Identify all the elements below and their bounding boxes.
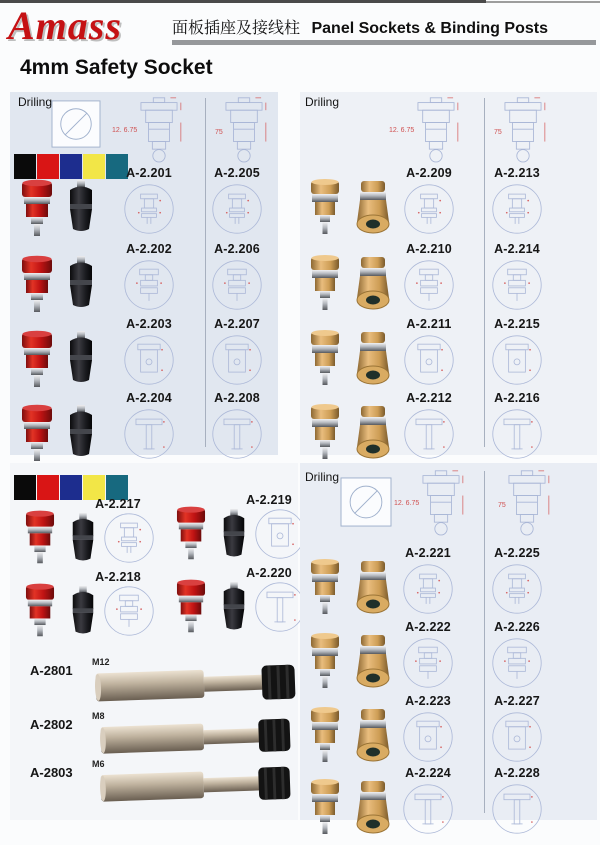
tan-socket-front-photo bbox=[353, 632, 393, 694]
product-row bbox=[300, 620, 597, 696]
part-number-label: A-2.219 bbox=[246, 493, 292, 507]
product-photos bbox=[306, 254, 393, 316]
part-cell bbox=[398, 317, 460, 387]
cross-section-drawing-icon bbox=[402, 407, 456, 461]
drilling-diagram-icon bbox=[340, 477, 392, 527]
product-row bbox=[10, 317, 278, 393]
binding-post-photo bbox=[93, 661, 299, 708]
red-socket-photo bbox=[22, 509, 58, 567]
part-number-label: A-2.226 bbox=[494, 620, 540, 634]
product-row bbox=[300, 546, 597, 622]
cross-section-drawing-icon bbox=[253, 580, 307, 634]
product-cell bbox=[165, 493, 315, 567]
cross-section-drawing-icon bbox=[210, 258, 264, 312]
part-cell bbox=[397, 546, 459, 616]
part-number-label: A-2.215 bbox=[494, 317, 540, 331]
part-number-label: A-2.225 bbox=[494, 546, 540, 560]
part-cell bbox=[118, 166, 180, 236]
product-row bbox=[300, 766, 597, 842]
tan-socket-front-photo bbox=[353, 778, 393, 840]
part-number-label: A-2.201 bbox=[126, 166, 172, 180]
black-socket-photo bbox=[217, 507, 251, 563]
part-number-label: A-2.209 bbox=[406, 166, 452, 180]
part-cell bbox=[486, 766, 548, 836]
black-socket-photo bbox=[217, 580, 251, 636]
part-cell bbox=[397, 766, 459, 836]
part-number-label: A-2.218 bbox=[95, 570, 141, 584]
cross-section-drawing-icon bbox=[490, 710, 544, 764]
product-row bbox=[300, 242, 597, 318]
black-socket-photo bbox=[66, 511, 100, 567]
binding-post-photo bbox=[93, 763, 299, 808]
product-photos bbox=[306, 329, 393, 391]
tan-socket-photo bbox=[306, 706, 346, 768]
red-socket-photo bbox=[22, 582, 58, 640]
binding-post-row bbox=[10, 709, 298, 763]
part-number-label: A-2.207 bbox=[214, 317, 260, 331]
cross-section-drawing-icon bbox=[122, 407, 176, 461]
header-title-chinese: 面板插座及接线柱 bbox=[172, 20, 301, 37]
part-number-label: A-2.205 bbox=[214, 166, 260, 180]
header-rule bbox=[172, 40, 596, 45]
part-cell bbox=[486, 242, 548, 312]
product-row bbox=[300, 391, 597, 467]
binding-post-id: A-2802 bbox=[30, 717, 73, 732]
cross-section-drawing-icon bbox=[401, 710, 455, 764]
black-socket-photo bbox=[63, 178, 99, 238]
driling-label: Driling bbox=[305, 470, 340, 484]
part-cell bbox=[486, 166, 548, 236]
part-cell bbox=[486, 694, 548, 764]
product-photos bbox=[306, 706, 393, 768]
product-photos bbox=[18, 329, 99, 391]
technical-side-drawing bbox=[394, 468, 472, 549]
part-number-label: A-2.220 bbox=[246, 566, 292, 580]
drilling-diagram-icon bbox=[51, 100, 101, 148]
technical-side-drawing bbox=[492, 95, 554, 176]
part-cell bbox=[118, 242, 180, 312]
part-number-label: A-2.222 bbox=[405, 620, 451, 634]
product-photos bbox=[306, 632, 393, 694]
part-number-label: A-2.216 bbox=[494, 391, 540, 405]
tan-socket-front-photo bbox=[353, 706, 393, 768]
part-number-label: A-2.208 bbox=[214, 391, 260, 405]
part-number-label: A-2.214 bbox=[494, 242, 540, 256]
product-photos bbox=[306, 778, 393, 840]
technical-side-drawing bbox=[112, 95, 190, 176]
cross-section-drawing-icon bbox=[122, 182, 176, 236]
part-cell bbox=[206, 317, 268, 387]
tan-socket-photo bbox=[306, 329, 346, 391]
part-number-label: A-2.212 bbox=[406, 391, 452, 405]
cross-section-drawing-icon bbox=[210, 182, 264, 236]
tan-socket-photo bbox=[306, 558, 346, 620]
product-row bbox=[300, 317, 597, 393]
part-number-label: A-2.210 bbox=[406, 242, 452, 256]
cross-section-drawing-icon bbox=[401, 562, 455, 616]
tan-socket-front-photo bbox=[353, 254, 393, 316]
cross-section-drawing-icon bbox=[490, 636, 544, 690]
binding-post-row bbox=[10, 655, 298, 709]
dimension-label: 75 bbox=[215, 129, 223, 136]
dimension-label: 12. 6.75 bbox=[112, 127, 138, 134]
panel-top-left bbox=[10, 92, 278, 455]
product-cell bbox=[14, 497, 164, 571]
part-cell bbox=[398, 242, 460, 312]
technical-side-drawing bbox=[213, 95, 275, 176]
red-socket-photo bbox=[18, 403, 56, 465]
cross-section-drawing-icon bbox=[402, 333, 456, 387]
tan-socket-photo bbox=[306, 632, 346, 694]
driling-label: Driling bbox=[305, 95, 340, 109]
cross-section-drawing-icon bbox=[490, 562, 544, 616]
part-cell bbox=[486, 317, 548, 387]
product-photos bbox=[306, 178, 393, 240]
red-socket-photo bbox=[18, 254, 56, 316]
part-number-label: A-2.213 bbox=[494, 166, 540, 180]
black-socket-photo bbox=[63, 403, 99, 463]
thread-size-label: M12 bbox=[92, 657, 110, 667]
black-socket-photo bbox=[63, 329, 99, 389]
product-cell bbox=[14, 570, 164, 644]
panel-top-right bbox=[300, 92, 597, 455]
red-socket-photo bbox=[18, 329, 56, 391]
binding-post-id: A-2803 bbox=[30, 765, 73, 780]
dimension-label: 75 bbox=[494, 129, 502, 136]
part-cell bbox=[398, 166, 460, 236]
page-top-rule-light bbox=[486, 1, 600, 3]
dimension-label: 75 bbox=[498, 502, 506, 509]
tan-socket-photo bbox=[306, 254, 346, 316]
red-socket-photo bbox=[18, 178, 56, 240]
cross-section-drawing-icon bbox=[210, 333, 264, 387]
product-row bbox=[10, 242, 278, 318]
product-photos bbox=[306, 403, 393, 465]
product-photos bbox=[306, 558, 393, 620]
part-cell bbox=[486, 546, 548, 616]
product-photos bbox=[18, 403, 99, 465]
product-photos bbox=[18, 178, 99, 240]
tan-socket-front-photo bbox=[353, 178, 393, 240]
part-number-label: A-2.223 bbox=[405, 694, 451, 708]
tan-socket-photo bbox=[306, 778, 346, 840]
part-cell bbox=[206, 166, 268, 236]
tan-socket-photo bbox=[306, 178, 346, 240]
cross-section-drawing-icon bbox=[490, 782, 544, 836]
panel-bottom-right bbox=[300, 463, 597, 820]
black-socket-photo bbox=[66, 584, 100, 640]
black-socket-photo bbox=[63, 254, 99, 314]
tan-socket-front-photo bbox=[353, 558, 393, 620]
cross-section-drawing-icon bbox=[401, 782, 455, 836]
product-photos bbox=[18, 254, 99, 316]
part-number-label: A-2.211 bbox=[406, 317, 452, 331]
section-title: 4mm Safety Socket bbox=[20, 56, 213, 79]
product-row bbox=[10, 166, 278, 242]
driling-label: Driling bbox=[18, 95, 53, 109]
cross-section-drawing-icon bbox=[490, 182, 544, 236]
part-cell bbox=[206, 391, 268, 461]
part-number-label: A-2.204 bbox=[126, 391, 172, 405]
dimension-label: 12. 6.75 bbox=[389, 127, 415, 134]
part-number-label: A-2.206 bbox=[214, 242, 260, 256]
product-cell bbox=[165, 566, 315, 640]
cross-section-drawing-icon bbox=[122, 333, 176, 387]
cross-section-drawing-icon bbox=[490, 258, 544, 312]
part-number-label: A-2.217 bbox=[95, 497, 141, 511]
amass-logo: Amass bbox=[8, 3, 122, 48]
cross-section-drawing-icon bbox=[490, 407, 544, 461]
part-cell bbox=[206, 242, 268, 312]
cross-section-drawing-icon bbox=[102, 511, 156, 565]
header-title-english: Panel Sockets & Binding Posts bbox=[311, 20, 548, 37]
red-socket-photo bbox=[173, 578, 209, 636]
tan-socket-photo bbox=[306, 403, 346, 465]
part-number-label: A-2.227 bbox=[494, 694, 540, 708]
part-cell bbox=[118, 391, 180, 461]
cross-section-drawing-icon bbox=[122, 258, 176, 312]
part-number-label: A-2.203 bbox=[126, 317, 172, 331]
part-cell bbox=[486, 620, 548, 690]
tan-socket-front-photo bbox=[353, 403, 393, 465]
part-cell bbox=[397, 620, 459, 690]
cross-section-drawing-icon bbox=[401, 636, 455, 690]
part-number-label: A-2.224 bbox=[405, 766, 451, 780]
binding-post-row bbox=[10, 757, 298, 811]
technical-side-drawing bbox=[496, 468, 558, 549]
dimension-label: 12. 6.75 bbox=[394, 500, 420, 507]
part-number-label: A-2.228 bbox=[494, 766, 540, 780]
product-row bbox=[300, 694, 597, 770]
cross-section-drawing-icon bbox=[253, 507, 307, 561]
thread-size-label: M6 bbox=[92, 759, 105, 769]
part-cell bbox=[118, 317, 180, 387]
product-row bbox=[300, 166, 597, 242]
cross-section-drawing-icon bbox=[210, 407, 264, 461]
part-number-label: A-2.221 bbox=[405, 546, 451, 560]
technical-side-drawing bbox=[389, 95, 467, 176]
thread-size-label: M8 bbox=[92, 711, 105, 721]
part-cell bbox=[398, 391, 460, 461]
panel-bottom-left bbox=[10, 463, 298, 820]
part-number-label: A-2.202 bbox=[126, 242, 172, 256]
tan-socket-front-photo bbox=[353, 329, 393, 391]
cross-section-drawing-icon bbox=[102, 584, 156, 638]
cross-section-drawing-icon bbox=[402, 258, 456, 312]
cross-section-drawing-icon bbox=[402, 182, 456, 236]
product-row bbox=[10, 391, 278, 467]
part-cell bbox=[486, 391, 548, 461]
binding-post-photo bbox=[93, 715, 299, 760]
header-titles bbox=[172, 15, 548, 38]
red-socket-photo bbox=[173, 505, 209, 563]
cross-section-drawing-icon bbox=[490, 333, 544, 387]
binding-post-id: A-2801 bbox=[30, 663, 73, 678]
part-cell bbox=[397, 694, 459, 764]
